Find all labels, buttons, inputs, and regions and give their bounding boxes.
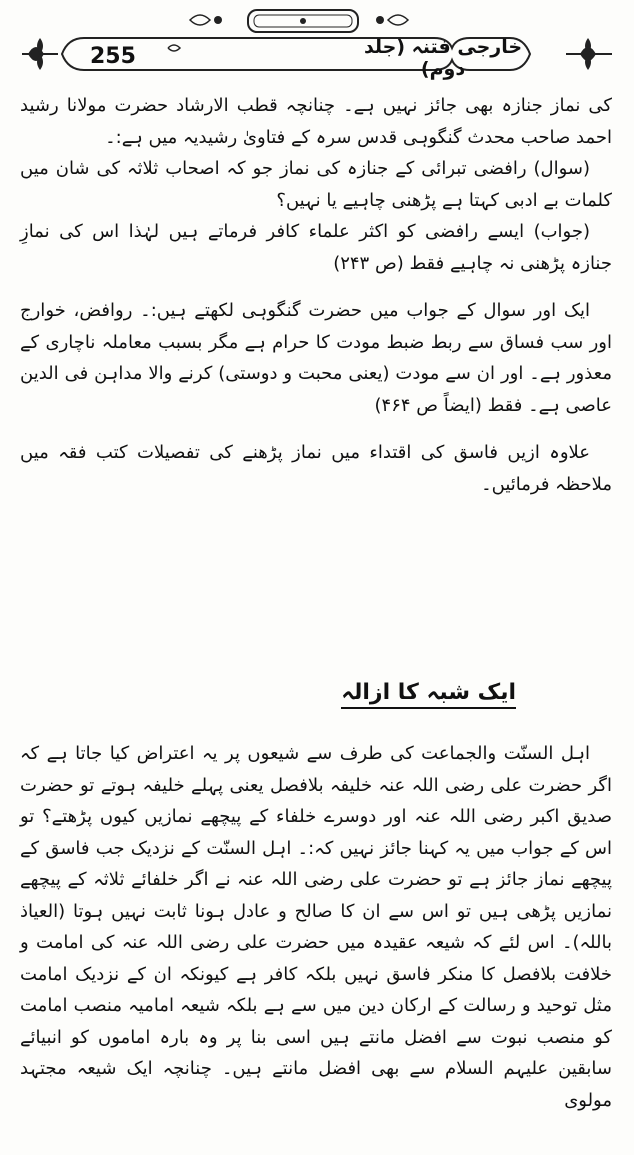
page-number: 255	[90, 44, 136, 69]
section-heading-wrap	[341, 680, 516, 709]
body-text-bottom	[20, 738, 612, 1116]
paragraph: (سوال) رافضی تبرائی کے جنازہ کی نماز جو کہ اصحاب ثلاثہ کی شان میں کلمات بے ادبی کہتا ہے پڑھنی چاہیے یا نہیں؟	[20, 158, 612, 211]
body-text-top	[20, 90, 612, 500]
paragraph: ایک اور سوال کے جواب میں حضرت گنگوہی لکھتے ہیں:۔ روافض، خوارج اور سب فساق سے ربط ضبط مودت کا حرام ہے مگر بسبب معاملہ ناچاری کے معذور ہے۔ اور ان سے مودت (یعنی محبت و دوستی) کرنے والا مداہن فی الدین عاصی ہے۔ فقط (ایضاً ص ۴۶۴)	[20, 300, 612, 416]
paragraph: (جواب) ایسے رافضی کو اکثر علماء کافر فرماتے ہیں لہٰذا اس کی نمازِ جنازہ پڑھنی نہ چاہیے فقط (ص ۲۴۳)	[20, 221, 612, 274]
paragraph: کی نماز جنازہ بھی جائز نہیں ہے۔ چنانچہ قطب الارشاد حضرت مولانا رشید احمد صاحب محدث گنگوہی قدس سرہ کے فتاویٰ رشیدیہ میں ہے:۔	[20, 95, 612, 148]
paragraph: اہل السنّت والجماعت کی طرف سے شیعوں پر یہ اعتراض کیا جاتا ہے کہ اگر حضرت علی رضی اللہ عنہ خلیفہ بلافصل یعنی پہلے خلیفہ ہوتے تو حضرت صدیق اکبر رضی اللہ عنہ اور دوسرے خلفاء کے پیچھے نمازیں کیوں پڑھتے؟ تو اس کے جواب میں یہ کہنا جائز نہیں کہ:۔ اہل السنّت کے نزدیک جب فاسق کے پیچھے نماز جائز ہے تو حضرت علی رضی اللہ عنہ نے اگر خلفائے ثلاثہ کے پیچھے نمازیں پڑھی ہیں تو اس سے ان کا صالح و عادل ہونا ثابت نہیں ہوتا (العیاذ باللہ)۔ اس لئے کہ شیعہ عقیدہ میں حضرت علی رضی اللہ عنہ کی امامت و خلافت بلافصل کا منکر فاسق نہیں بلکہ کافر ہے کیونکہ ان کے نزدیک امامت مثل توحید و رسالت کے ارکان دین میں سے ہے بلکہ شیعہ امامیہ منصب امامت کو منصب نبوت سے افضل مانتے ہیں اسی بنا پر وہ بارہ اماموں کو انبیائے سابقین علیہم السلام سے بھی افضل مانتے ہیں۔ چنانچہ ایک شیعہ مجتہد مولوی	[20, 743, 612, 1111]
paragraph: علاوہ ازیں فاسق کی اقتداء میں نماز پڑھنے کی تفصیلات کتب فقہ میں ملاحظہ فرمائیں۔	[20, 442, 612, 495]
page-header	[18, 8, 618, 78]
section-heading: ایک شبہ کا ازالہ	[341, 680, 516, 709]
running-title: خارجی فتنہ (جلد دوم)	[363, 36, 523, 80]
